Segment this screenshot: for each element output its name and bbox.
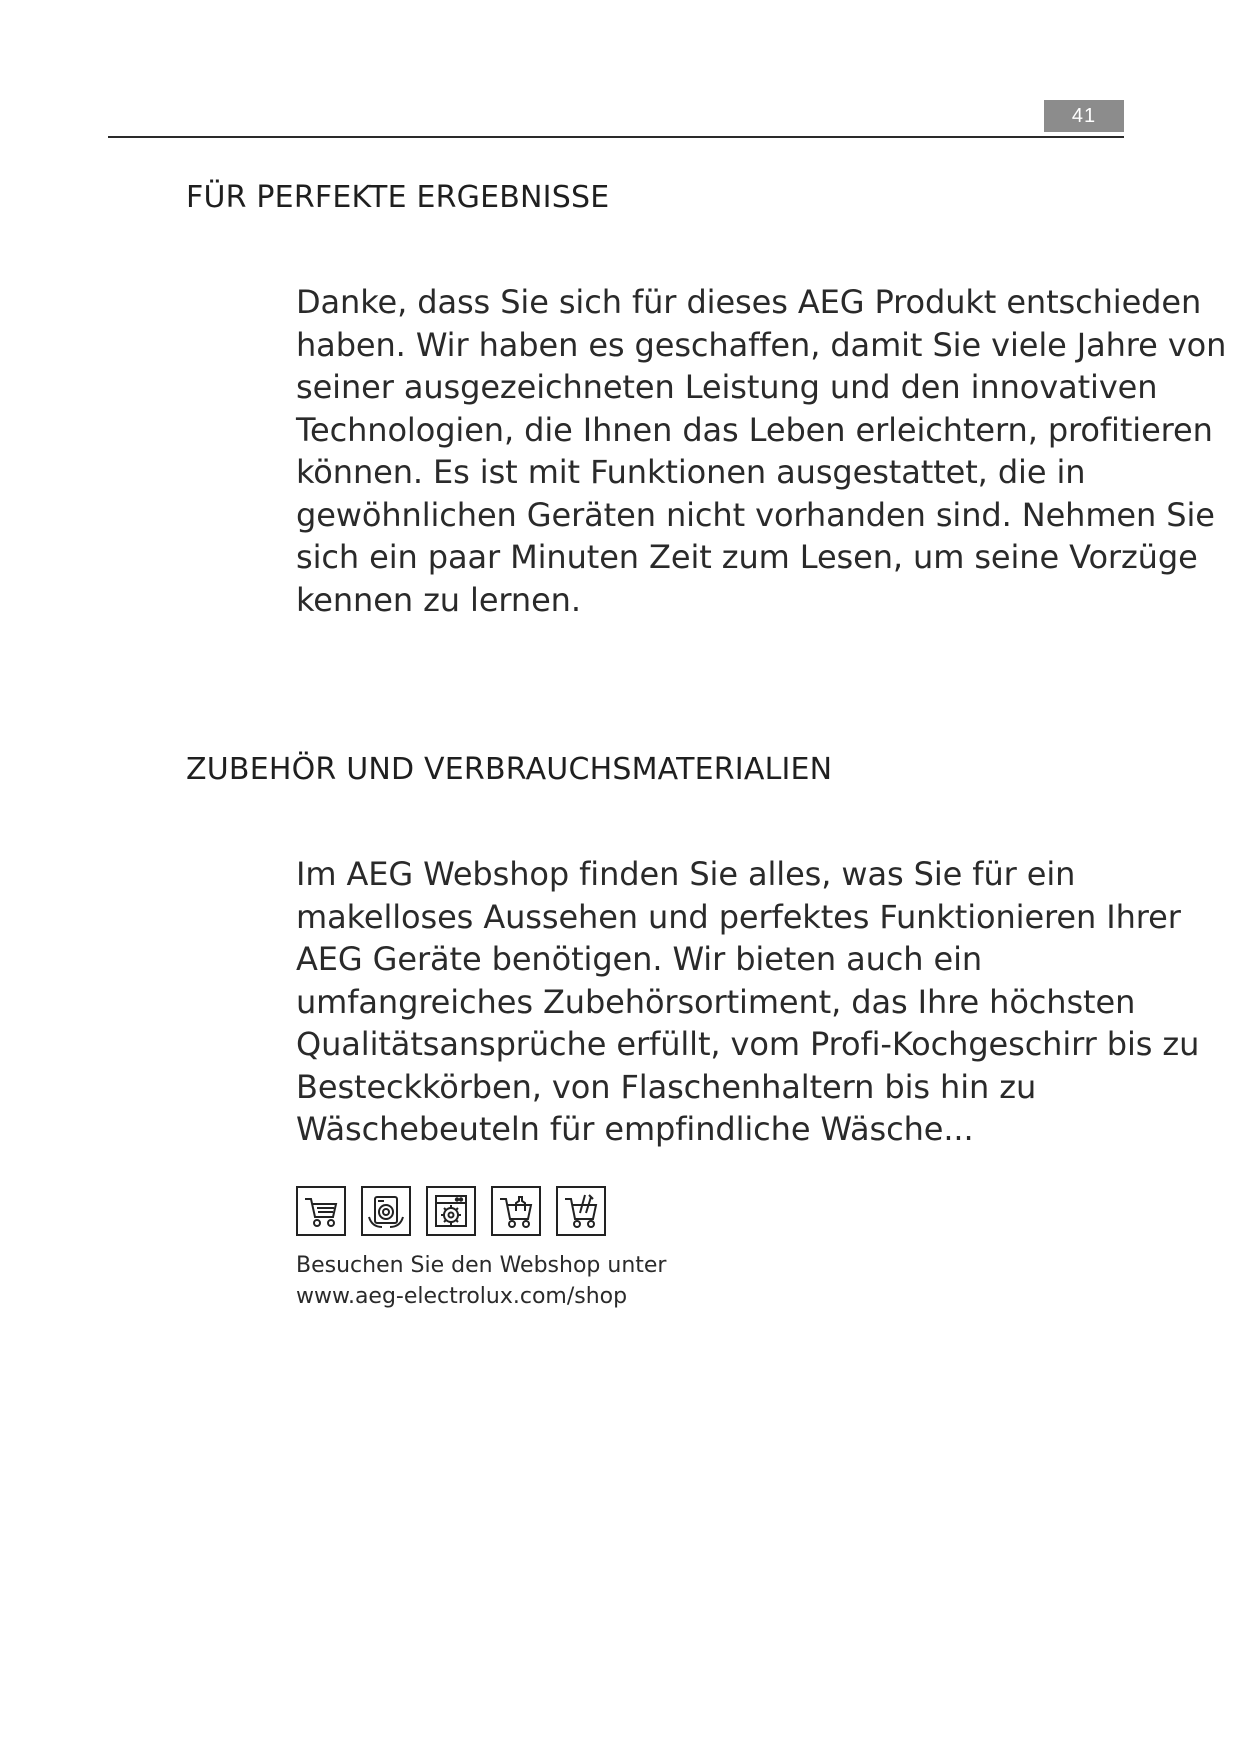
intro-paragraph <box>296 281 1227 621</box>
cart-with-utensils-icon <box>556 1186 606 1236</box>
text-line: Wäschebeuteln für empfindliche Wäsche... <box>296 1110 974 1148</box>
shopping-cart-icon <box>296 1186 346 1236</box>
text-line: Im AEG Webshop finden Sie alles, was Sie für ein <box>296 855 1076 893</box>
text-line: kennen zu lernen. <box>296 580 581 619</box>
webshop-visit-text: Besuchen Sie den Webshop unter <box>296 1253 667 1278</box>
text-line: Qualitätsansprüche erfüllt, vom Profi-Kochgeschirr bis zu <box>296 1025 1200 1063</box>
text-line: sich ein paar Minuten Zeit zum Lesen, um seine Vorzüge <box>296 538 1198 576</box>
webshop-url-link[interactable]: www.aeg-electrolux.com/shop <box>296 1284 628 1309</box>
washing-care-icon <box>361 1186 411 1236</box>
section-title-results: FÜR PERFEKTE ERGEBNISSE <box>186 180 610 215</box>
webshop-icon-row <box>296 1186 606 1238</box>
text-line: gewöhnlichen Geräten nicht vorhanden sind. Nehmen Sie <box>296 495 1215 534</box>
text-line: haben. Wir haben es geschaffen, damit Sie viele Jahre von <box>296 325 1227 364</box>
text-line: Technologien, die Ihnen das Leben erleichtern, profitieren <box>296 410 1213 449</box>
accessories-paragraph <box>296 853 1200 1151</box>
text-line: Danke, dass Sie sich für dieses AEG Produkt entschieden <box>296 283 1202 321</box>
header-rule <box>108 136 1124 138</box>
page-number: 41 <box>1044 100 1124 132</box>
section-title-accessories: ZUBEHÖR UND VERBRAUCHSMATERIALIEN <box>186 752 833 787</box>
text-line: Besteckkörben, von Flaschenhaltern bis hin zu <box>296 1067 1037 1106</box>
text-line: makelloses Aussehen und perfektes Funktionieren Ihrer <box>296 897 1181 936</box>
text-line: seiner ausgezeichneten Leistung und den innovativen <box>296 368 1158 406</box>
appliance-settings-icon <box>426 1186 476 1236</box>
webshop-info <box>296 1250 666 1312</box>
text-line: können. Es ist mit Funktionen ausgestattet, die in <box>296 453 1086 491</box>
text-line: AEG Geräte benötigen. Wir bieten auch ein <box>296 940 983 978</box>
text-line: umfangreiches Zubehörsortiment, das Ihre höchsten <box>296 982 1136 1021</box>
cart-with-bottle-icon <box>491 1186 541 1236</box>
